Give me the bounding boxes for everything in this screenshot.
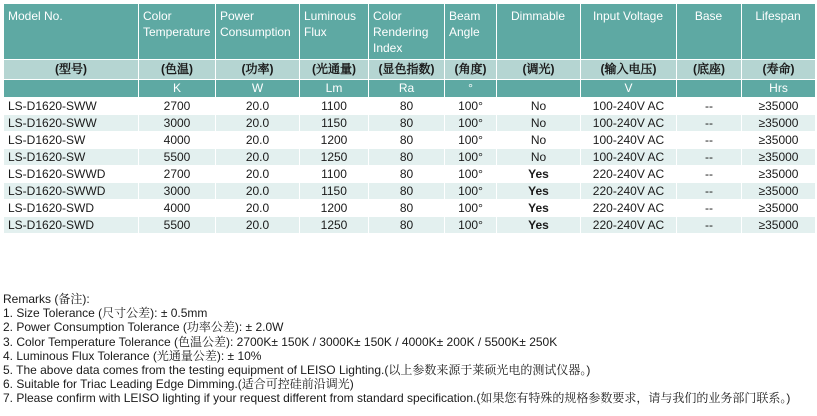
cri-cell: 80 [369, 200, 445, 217]
header-model: Model No. [4, 4, 139, 60]
beam-angle-cell: 100° [445, 115, 497, 132]
remark-item: 6. Suitable for Triac Leading Edge Dimming.(适合可控硅前沿调光) [3, 377, 354, 392]
unit-lifespan: Hrs [742, 80, 816, 98]
power-cell: 20.0 [216, 217, 300, 234]
luminous-flux-cell: 1150 [300, 183, 369, 200]
color-temperature-cell: 4000 [139, 132, 216, 149]
header-cn-color-temperature: (色温) [139, 60, 216, 80]
remarks-title: Remarks (备注): [3, 292, 90, 306]
base-cell: -- [677, 149, 742, 166]
cri-cell: 80 [369, 217, 445, 234]
beam-angle-cell: 100° [445, 149, 497, 166]
lifespan-cell: ≥35000 [742, 183, 816, 200]
cri-cell: 80 [369, 132, 445, 149]
header-luminous-flux: Luminous Flux [300, 4, 369, 60]
unit-base [677, 80, 742, 98]
dimmable-cell: Yes [497, 166, 581, 183]
color-temperature-cell: 3000 [139, 183, 216, 200]
model-cell: LS-D1620-SWW [4, 115, 139, 132]
unit-power: W [216, 80, 300, 98]
lifespan-cell: ≥35000 [742, 166, 816, 183]
cri-cell: 80 [369, 183, 445, 200]
color-temperature-cell: 5500 [139, 217, 216, 234]
power-cell: 20.0 [216, 115, 300, 132]
unit-row [4, 80, 816, 98]
lifespan-cell: ≥35000 [742, 149, 816, 166]
header-input-voltage: Input Voltage [581, 4, 677, 60]
table-row [4, 98, 816, 115]
dimmable-cell: Yes [497, 217, 581, 234]
remarks [3, 292, 790, 406]
spec-table-body [4, 98, 816, 234]
unit-cri: Ra [369, 80, 445, 98]
header-cn-model: (型号) [4, 60, 139, 80]
dimmable-cell: Yes [497, 200, 581, 217]
color-temperature-cell: 5500 [139, 149, 216, 166]
header-color-temperature: Color Temperature [139, 4, 216, 60]
header-cn-cri: (显色指数) [369, 60, 445, 80]
base-cell: -- [677, 183, 742, 200]
beam-angle-cell: 100° [445, 132, 497, 149]
dimmable-cell: No [497, 98, 581, 115]
base-cell: -- [677, 217, 742, 234]
header-cn-lifespan: (寿命) [742, 60, 816, 80]
chinese-header-row [4, 60, 816, 80]
dimmable-cell: No [497, 132, 581, 149]
cri-cell: 80 [369, 115, 445, 132]
header-color-rendering-index: Color Rendering Index [369, 4, 445, 60]
model-cell: LS-D1620-SWD [4, 217, 139, 234]
beam-angle-cell: 100° [445, 217, 497, 234]
lifespan-cell: ≥35000 [742, 132, 816, 149]
power-cell: 20.0 [216, 200, 300, 217]
model-cell: LS-D1620-SWWD [4, 183, 139, 200]
input-voltage-cell: 100-240V AC [581, 115, 677, 132]
luminous-flux-cell: 1200 [300, 200, 369, 217]
input-voltage-cell: 220-240V AC [581, 200, 677, 217]
header-cn-input-voltage: (输入电压) [581, 60, 677, 80]
table-row [4, 183, 816, 200]
dimmable-cell: Yes [497, 183, 581, 200]
lifespan-cell: ≥35000 [742, 200, 816, 217]
color-temperature-cell: 2700 [139, 166, 216, 183]
remark-item: 7. Please confirm with LEISO lighting if your request different from standard specification.(如果您有特殊的规格参数要求，请与我们的业务部门联系。) [3, 391, 791, 406]
base-cell: -- [677, 132, 742, 149]
model-cell: LS-D1620-SWW [4, 98, 139, 115]
remark-item: 4. Luminous Flux Tolerance (光通量公差): ± 10% [3, 348, 262, 363]
cri-cell: 80 [369, 149, 445, 166]
remark-item: 1. Size Tolerance (尺寸公差): ± 0.5mm [3, 306, 208, 321]
dimmable-cell: No [497, 115, 581, 132]
model-cell: LS-D1620-SWWD [4, 166, 139, 183]
luminous-flux-cell: 1100 [300, 98, 369, 115]
header-cn-base: (底座) [677, 60, 742, 80]
power-cell: 20.0 [216, 166, 300, 183]
base-cell: -- [677, 200, 742, 217]
remark-item: 3. Color Temperature Tolerance (色温公差): 2700K± 150K / 3000K± 150K / 4000K± 200K / 5500K± 250K [3, 334, 558, 349]
header-power-consumption: Power Consumption [216, 4, 300, 60]
power-cell: 20.0 [216, 149, 300, 166]
header-lifespan: Lifespan [742, 4, 816, 60]
power-cell: 20.0 [216, 132, 300, 149]
lifespan-cell: ≥35000 [742, 98, 816, 115]
unit-luminous-flux: Lm [300, 80, 369, 98]
luminous-flux-cell: 1200 [300, 132, 369, 149]
luminous-flux-cell: 1100 [300, 166, 369, 183]
beam-angle-cell: 100° [445, 98, 497, 115]
input-voltage-cell: 100-240V AC [581, 132, 677, 149]
beam-angle-cell: 100° [445, 166, 497, 183]
input-voltage-cell: 100-240V AC [581, 98, 677, 115]
color-temperature-cell: 2700 [139, 98, 216, 115]
spec-table [3, 3, 816, 234]
input-voltage-cell: 220-240V AC [581, 217, 677, 234]
power-cell: 20.0 [216, 98, 300, 115]
luminous-flux-cell: 1250 [300, 217, 369, 234]
model-cell: LS-D1620-SW [4, 132, 139, 149]
cri-cell: 80 [369, 166, 445, 183]
power-cell: 20.0 [216, 183, 300, 200]
model-cell: LS-D1620-SW [4, 149, 139, 166]
lifespan-cell: ≥35000 [742, 217, 816, 234]
base-cell: -- [677, 166, 742, 183]
unit-model [4, 80, 139, 98]
table-row [4, 115, 816, 132]
header-dimmable: Dimmable [497, 4, 581, 60]
header-row [4, 4, 816, 60]
input-voltage-cell: 220-240V AC [581, 183, 677, 200]
input-voltage-cell: 100-240V AC [581, 149, 677, 166]
color-temperature-cell: 3000 [139, 115, 216, 132]
beam-angle-cell: 100° [445, 200, 497, 217]
remark-item: 2. Power Consumption Tolerance (功率公差): ± 2.0W [3, 320, 284, 335]
remark-item: 5. The above data comes from the testing equipment of LEISO Lighting.(以上参数来源于莱硕光电的测试仪器。) [3, 363, 591, 378]
table-row [4, 200, 816, 217]
dimmable-cell: No [497, 149, 581, 166]
header-cn-dimmable: (调光) [497, 60, 581, 80]
table-row [4, 217, 816, 234]
cri-cell: 80 [369, 98, 445, 115]
base-cell: -- [677, 98, 742, 115]
base-cell: -- [677, 115, 742, 132]
header-base: Base [677, 4, 742, 60]
luminous-flux-cell: 1150 [300, 115, 369, 132]
lifespan-cell: ≥35000 [742, 115, 816, 132]
model-cell: LS-D1620-SWD [4, 200, 139, 217]
unit-beam-angle: ° [445, 80, 497, 98]
table-row [4, 166, 816, 183]
unit-color-temperature: K [139, 80, 216, 98]
luminous-flux-cell: 1250 [300, 149, 369, 166]
unit-dimmable [497, 80, 581, 98]
header-beam-angle: Beam Angle [445, 4, 497, 60]
color-temperature-cell: 4000 [139, 200, 216, 217]
input-voltage-cell: 220-240V AC [581, 166, 677, 183]
beam-angle-cell: 100° [445, 183, 497, 200]
header-cn-luminous-flux: (光通量) [300, 60, 369, 80]
header-cn-power: (功率) [216, 60, 300, 80]
table-row [4, 149, 816, 166]
table-row [4, 132, 816, 149]
unit-input-voltage: V [581, 80, 677, 98]
header-cn-beam-angle: (角度) [445, 60, 497, 80]
